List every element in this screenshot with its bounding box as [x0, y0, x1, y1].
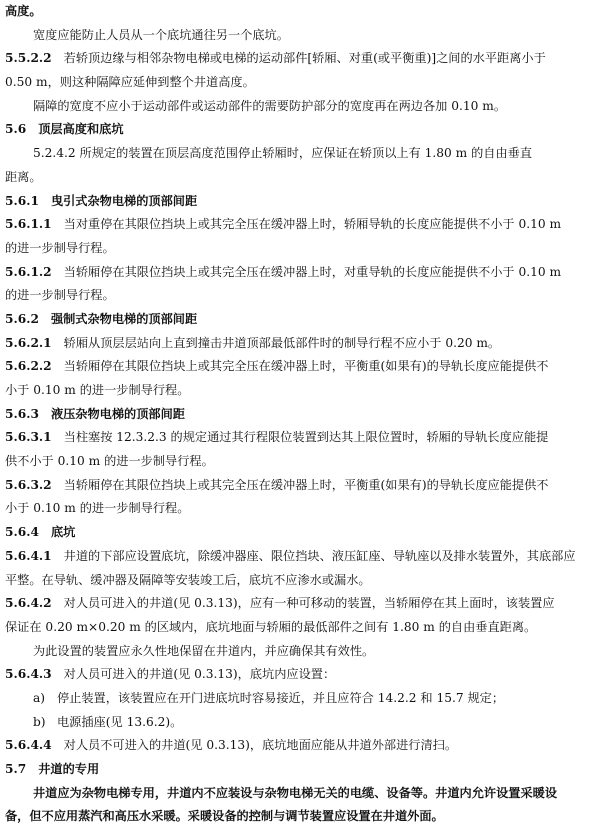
clause-text: 当对重停在其限位挡块上或其完全压在缓冲器上时，轿厢导轨的长度应能提供不小于 0.10 m — [63, 217, 562, 232]
section-number: 5.7 — [5, 762, 27, 776]
clause-line — [5, 261, 592, 285]
text-line: 井道应为杂物电梯专用，井道内不应装设与杂物电梯无关的电缆、设备等。井道内允许设置采暖设 — [33, 785, 558, 800]
clause-line — [5, 47, 592, 71]
clause-line — [5, 426, 592, 450]
text-line: 备，但不应用蒸汽和高压水采暖。采暖设备的控制与调节装置应设置在井道外面。 — [5, 809, 444, 824]
text-line: 5.2.4.2 所规定的装置在顶层高度范围停止轿厢时，应保证在轿顶以上有 1.80 m 的自由垂直 — [33, 146, 533, 161]
text-line: 小于 0.10 m 的进一步制导行程。 — [5, 383, 190, 397]
text-line: 的进一步制导行程。 — [5, 288, 115, 303]
text-line: 平整。在导轨、缓冲器及隔障等安装竣工后，底坑不应渗水或漏水。 — [5, 572, 371, 587]
clause-number: 5.6.3.1 — [5, 430, 52, 445]
clause-number: 5.6.4.4 — [5, 738, 52, 753]
text-line: 距离。 — [5, 169, 42, 184]
section-heading — [5, 308, 592, 332]
clause-line — [5, 332, 592, 356]
clause-text: 若轿顶边缘与相邻杂物电梯或电梯的运动部件[轿厢、对重(或平衡重)]之间的水平距离小于 — [63, 51, 546, 66]
section-title: 底坑 — [50, 525, 76, 540]
list-item — [5, 687, 592, 711]
text-line: 保证在 0.20 m×0.20 m 的区域内，底坑地面与轿厢的最低部件之间有 1.80 m 的自由垂直距离。 — [5, 619, 537, 634]
clause-line — [5, 474, 592, 498]
clause-line — [5, 592, 592, 616]
section-title: 强制式杂物电梯的顶部间距 — [50, 311, 198, 326]
section-heading — [5, 190, 592, 214]
clause-line — [5, 545, 592, 569]
clause-number: 5.6.2.1 — [5, 335, 52, 350]
section-number: 5.6.1 — [5, 193, 39, 208]
clause-text: 轿厢从顶层层站向上直到撞击井道顶部最低部件时的制导行程不应小于 0.20 m。 — [63, 335, 501, 350]
clause-line — [5, 213, 592, 237]
clause-text: 对人员可进入的井道(见 0.3.13)，应有一种可移动的装置，当轿厢停在其上面时，该装置应 — [63, 596, 555, 611]
text-line: 隔障的宽度不应小于运动部件或运动部件的需要防护部分的宽度再在两边各加 0.10 m。 — [33, 98, 507, 113]
clause-number: 5.6.4.1 — [5, 548, 52, 563]
section-heading — [5, 118, 592, 142]
clause-number: 5.6.2.2 — [5, 359, 52, 374]
list-item-text: 停止装置，该装置应在开门进底坑时容易接近，并且应符合 14.2.2 和 15.7 规定； — [57, 690, 505, 705]
text-line: 的进一步制导行程。 — [5, 240, 115, 255]
clause-text: 当柱塞按 12.3.2.3 的规定通过其行程限位装置到达其上限位置时，轿厢的导轨长度应能提 — [63, 430, 549, 445]
section-heading — [5, 758, 592, 782]
list-item-marker: b) — [33, 714, 46, 729]
section-title: 液压杂物电梯的顶部间距 — [50, 406, 185, 421]
clause-text: 当轿厢停在其限位挡块上或其完全压在缓冲器上时，对重导轨的长度应能提供不小于 0.10 m — [63, 264, 562, 279]
section-title: 曳引式杂物电梯的顶部间距 — [50, 193, 198, 208]
section-heading — [5, 521, 592, 545]
clause-number: 5.6.1.1 — [5, 217, 52, 232]
list-item — [5, 711, 592, 735]
list-item-marker: a) — [33, 690, 46, 705]
list-item-text: 电源插座(见 13.6.2)。 — [57, 714, 183, 729]
clause-line — [5, 355, 592, 379]
section-number: 5.6.2 — [5, 311, 39, 326]
text-line: 宽度应能防止人员从一个底坑通往另一个底坑。 — [33, 27, 289, 42]
clause-text: 对人员可进入的井道(见 0.3.13)，底坑内应设置： — [63, 667, 336, 682]
clause-number: 5.6.4.2 — [5, 596, 52, 611]
section-title: 井道的专用 — [38, 762, 100, 776]
text-line: 0.50 m，则这种隔障应延伸到整个井道高度。 — [5, 75, 255, 90]
clause-text: 对人员不可进入的井道(见 0.3.13)，底坑地面应能从井道外部进行清扫。 — [63, 738, 458, 753]
clause-line — [5, 734, 592, 758]
clause-text: 井道的下部应设置底坑，除缓冲器座、限位挡块、液压缸座、导轨座以及排水装置外，其底部应 — [63, 548, 576, 563]
text-line: 高度。 — [5, 4, 42, 18]
section-title: 顶层高度和底坑 — [38, 122, 124, 137]
section-number: 5.6.3 — [5, 406, 39, 421]
clause-number: 5.6.4.3 — [5, 667, 52, 682]
clause-number: 5.6.1.2 — [5, 264, 52, 279]
section-number: 5.6 — [5, 122, 27, 137]
text-line: 为此设置的装置应永久性地保留在井道内，并应确保其有效性。 — [33, 643, 375, 658]
clause-line — [5, 663, 592, 687]
text-line: 小于 0.10 m 的进一步制导行程。 — [5, 501, 190, 516]
clause-number: 5.5.2.2 — [5, 51, 52, 66]
clause-number: 5.6.3.2 — [5, 477, 52, 492]
clause-text: 当轿厢停在其限位挡块上或其完全压在缓冲器上时，平衡重(如果有)的导轨长度应能提供不 — [63, 477, 549, 492]
section-heading — [5, 403, 592, 427]
section-number: 5.6.4 — [5, 525, 39, 540]
clause-text: 当轿厢停在其限位挡块上或其完全压在缓冲器上时，平衡重(如果有)的导轨长度应能提供不 — [63, 359, 549, 374]
text-line: 供不小于 0.10 m 的进一步制导行程。 — [5, 454, 214, 469]
